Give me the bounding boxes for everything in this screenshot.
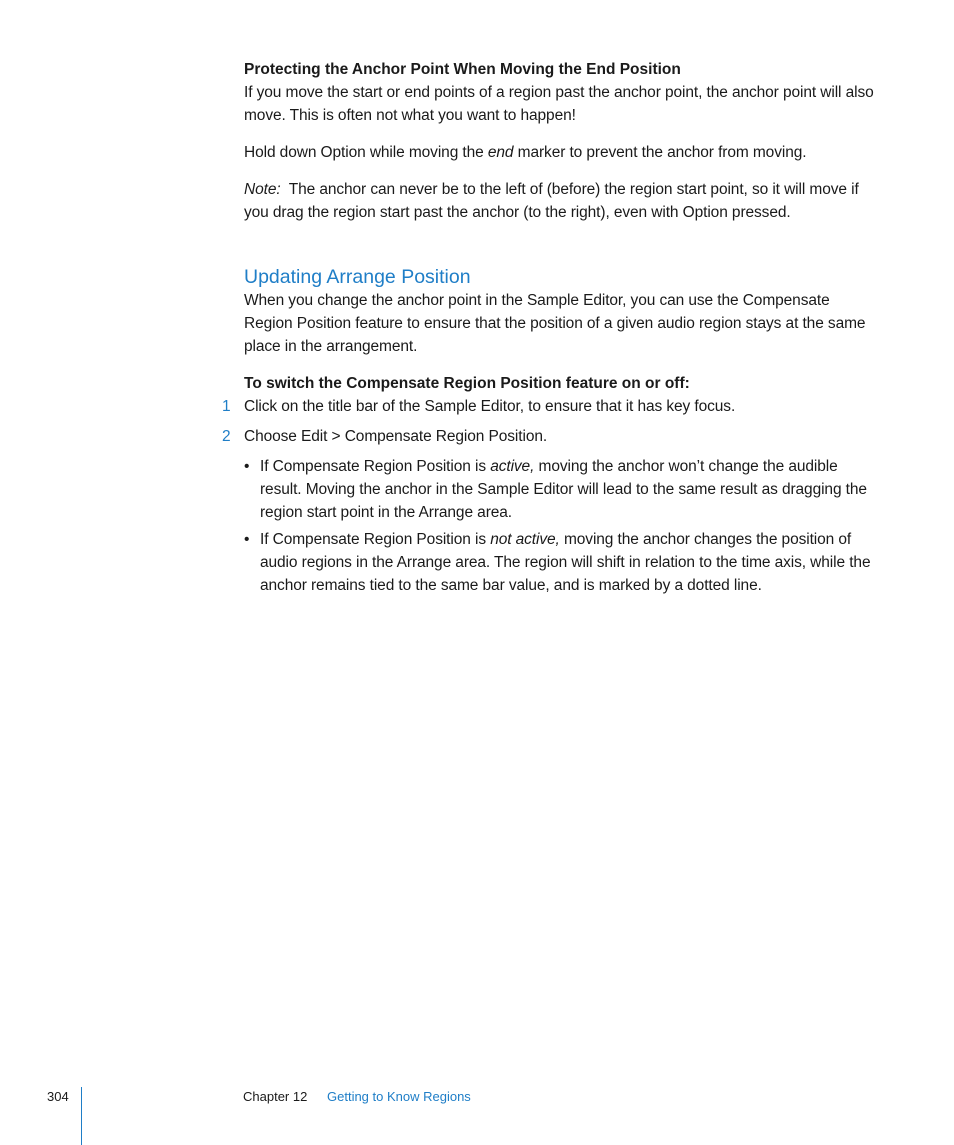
footer-chapter-label: Chapter 12 [243,1089,308,1104]
section-title-updating-arrange: Updating Arrange Position [244,266,471,288]
step-number: 1 [222,398,231,415]
note-paragraph [244,178,876,224]
task-heading: To switch the Compensate Region Position feature on or off: [244,375,690,392]
text-run: If Compensate Region Position is [260,458,491,475]
text-run: Hold down Option while moving the [244,144,488,161]
text-run: marker to prevent the anchor from moving. [513,144,807,161]
text-run: If Compensate Region Position is [260,531,491,548]
emphasis-active: active, [490,458,535,475]
emphasis-end: end [487,144,514,161]
step-2 [222,425,876,448]
bullet-icon: • [244,458,250,475]
note-label: Note: [244,181,281,198]
step-text: Choose Edit > Compensate Region Position. [244,428,548,445]
paragraph-move-points: If you move the start or end points of a region past the anchor point, the anchor point will also move. This is often not what you want to happen! [244,84,874,124]
text-run: moving the anchor changes the position of audio regions in the Arrange area. The region will shift in relation to the time axis, while the anchor remains tied to the same bar value, and is marked by a dotted line. [260,531,871,594]
sub-heading-protecting-anchor: Protecting the Anchor Point When Moving the End Position [244,61,681,78]
emphasis-not-active: not active, [490,531,560,548]
step-1 [222,395,876,418]
bullet-text [260,528,876,597]
footer-divider [81,1087,82,1145]
step-number: 2 [222,428,231,445]
bullet-text [260,455,876,524]
step-text: Click on the title bar of the Sample Editor, to ensure that it has key focus. [244,398,736,415]
bullet-icon: • [244,531,250,548]
page-number: 304 [47,1089,69,1104]
paragraph-hold-option [244,141,876,164]
footer-chapter-title: Getting to Know Regions [327,1089,471,1104]
text-run: moving the anchor won’t change the audible result. Moving the anchor in the Sample Editor will lead to the same result as dragging the region start point in the Arrange area. [260,458,867,521]
note-text: The anchor can never be to the left of (before) the region start point, so it will move if you drag the region start past the anchor (to the right), even with Option pressed. [244,181,859,221]
paragraph-intro: When you change the anchor point in the Sample Editor, you can use the Compensate Region Position feature to ensure that the position of a given audio region stays at the same place in the arrangement. [244,292,866,355]
